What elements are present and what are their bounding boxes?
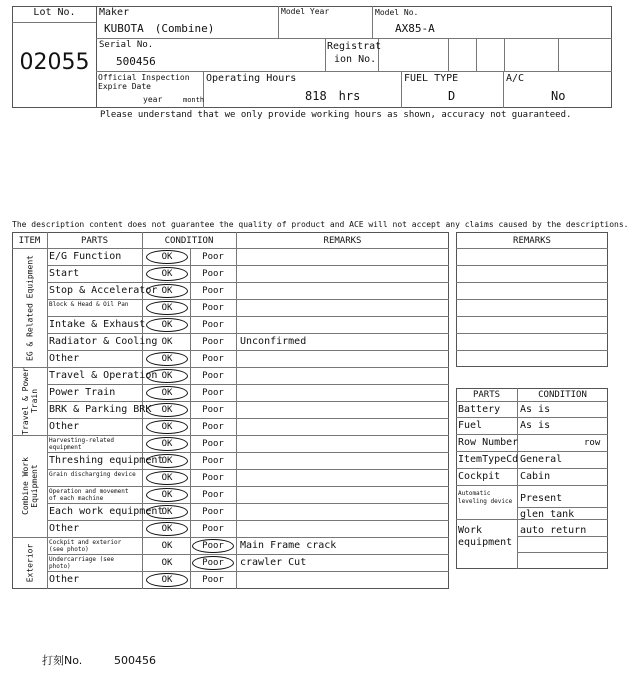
- work-equipment-label: Work equipment: [458, 525, 513, 548]
- hours-value: 818 hrs: [305, 89, 361, 103]
- col-remarks-header: REMARKS: [323, 236, 362, 246]
- poor-option[interactable]: Poor: [202, 286, 224, 296]
- poor-option[interactable]: Poor: [202, 558, 224, 568]
- registration-label-2: ion No.: [334, 54, 377, 65]
- itemtype-label: ItemTypeCd: [458, 454, 519, 465]
- row-divider: [47, 418, 449, 419]
- poor-option[interactable]: Poor: [202, 252, 224, 262]
- ok-option[interactable]: OK: [161, 320, 173, 330]
- poor-option[interactable]: Poor: [202, 422, 224, 432]
- ok-circle-mark: [146, 454, 188, 468]
- ok-option[interactable]: OK: [161, 269, 173, 279]
- ok-option[interactable]: OK: [161, 456, 173, 466]
- registration-label-1: Registrat: [327, 41, 382, 52]
- group-label: Combine Work Equipment: [20, 457, 39, 515]
- part-label: Harvesting-related equipment: [49, 437, 115, 451]
- remark-text: Main Frame crack: [240, 540, 337, 551]
- ok-circle-mark: [146, 488, 188, 502]
- group-label: Travel & Power Train: [20, 367, 39, 435]
- divider: [504, 38, 505, 71]
- fuel-value-right: As is: [520, 420, 551, 431]
- hours-label: Operating Hours: [206, 73, 297, 84]
- cockpit-label: Cockpit: [458, 471, 501, 482]
- ok-circle-mark: [146, 267, 188, 281]
- row-divider: [47, 503, 449, 504]
- poor-option[interactable]: Poor: [202, 303, 224, 313]
- part-label: Other: [49, 574, 80, 585]
- poor-option[interactable]: Poor: [202, 490, 224, 500]
- ok-circle-mark: [146, 369, 188, 383]
- remark-text: crawler Cut: [240, 557, 307, 568]
- auto-level-label: Automatic leveling device: [458, 490, 513, 505]
- model-no-label: Model No.: [375, 8, 419, 17]
- row-divider: [47, 401, 449, 402]
- divider: [456, 417, 608, 418]
- part-label: Other: [49, 523, 80, 534]
- divider: [278, 6, 279, 38]
- stamp-value: 500456: [114, 654, 156, 667]
- ok-circle-mark: [146, 505, 188, 519]
- col-divider: [47, 232, 48, 589]
- maker-label: Maker: [99, 7, 130, 18]
- work-value-1: glen tank: [520, 509, 575, 520]
- row-number-unit: row: [584, 438, 601, 448]
- row-number-label: Row Number: [458, 437, 519, 448]
- fuel-label-right: Fuel: [458, 420, 483, 431]
- serial-value: 500456: [116, 55, 156, 68]
- divider: [456, 282, 608, 283]
- inspection-label-2: Expire Date: [98, 82, 151, 91]
- part-label: Threshing equipment: [49, 455, 164, 466]
- poor-option[interactable]: Poor: [202, 269, 224, 279]
- col-parts-header: PARTS: [80, 236, 109, 246]
- divider: [401, 71, 402, 108]
- col-divider: [236, 232, 237, 589]
- fuel-value: D: [448, 89, 456, 103]
- ok-circle-mark: [146, 420, 188, 434]
- ok-circle-mark: [146, 386, 188, 400]
- row-divider: [12, 537, 449, 538]
- work-value-2: auto return: [520, 525, 587, 536]
- month-label: month: [183, 96, 205, 104]
- ok-circle-mark: [146, 573, 188, 587]
- row-divider: [47, 520, 449, 521]
- divider: [96, 71, 612, 72]
- ok-circle-mark: [146, 250, 188, 264]
- row-divider: [47, 333, 449, 334]
- ok-option[interactable]: OK: [161, 558, 173, 568]
- itemtype-value: General: [520, 454, 563, 465]
- row-divider: [47, 265, 449, 266]
- fuel-label: FUEL TYPE: [404, 73, 459, 84]
- divider: [12, 22, 97, 23]
- parts-col-header: PARTS: [472, 390, 501, 400]
- poor-option[interactable]: Poor: [202, 439, 224, 449]
- ok-option[interactable]: OK: [161, 575, 173, 585]
- header-divider: [12, 248, 449, 249]
- divider: [517, 388, 518, 569]
- poor-option[interactable]: Poor: [202, 524, 224, 534]
- ok-option[interactable]: OK: [161, 388, 173, 398]
- poor-circle-mark: [192, 556, 234, 570]
- divider: [456, 248, 608, 249]
- ac-label: A/C: [506, 73, 525, 84]
- part-label: Each work equipment: [49, 506, 164, 517]
- row-divider: [12, 367, 449, 368]
- part-label: Cockpit and exterior (see photo): [49, 539, 122, 553]
- remark-text: Unconfirmed: [240, 336, 307, 347]
- ok-option[interactable]: OK: [161, 354, 173, 364]
- part-label: Travel & Operation: [49, 370, 158, 381]
- part-label: Other: [49, 353, 80, 364]
- poor-circle-mark: [192, 539, 234, 553]
- poor-option[interactable]: Poor: [202, 337, 224, 347]
- part-label: E/G Function: [49, 251, 122, 262]
- col-item-header: ITEM: [18, 236, 41, 246]
- poor-option[interactable]: Poor: [202, 473, 224, 483]
- ok-option[interactable]: OK: [161, 286, 173, 296]
- ok-circle-mark: [146, 318, 188, 332]
- part-label: Grain discharging device: [49, 471, 136, 478]
- ok-option[interactable]: OK: [161, 473, 173, 483]
- ok-circle-mark: [146, 471, 188, 485]
- divider: [456, 333, 608, 334]
- disclaimer: The description content does not guarantee the quality of product and ACE will not accept any claims caused by the descriptions.: [12, 220, 629, 229]
- poor-option[interactable]: Poor: [202, 456, 224, 466]
- model-no-value: AX85-A: [395, 22, 435, 35]
- ok-option[interactable]: OK: [161, 252, 173, 262]
- divider: [456, 485, 608, 486]
- year-label: year: [143, 95, 163, 104]
- part-label: Intake & Exhaust: [49, 319, 146, 330]
- auto-level-value: Present: [520, 493, 563, 504]
- ok-circle-mark: [146, 437, 188, 451]
- row-divider: [47, 452, 449, 453]
- ok-circle-mark: [146, 352, 188, 366]
- ok-circle-mark: [146, 301, 188, 315]
- divider: [456, 265, 608, 266]
- divider: [503, 71, 504, 108]
- divider: [456, 434, 608, 435]
- part-label: BRK & Parking BRK: [49, 404, 152, 415]
- maker-value: KUBOTA (Combine): [104, 22, 215, 35]
- ok-option[interactable]: OK: [161, 422, 173, 432]
- divider: [372, 6, 373, 38]
- poor-option[interactable]: Poor: [202, 388, 224, 398]
- inspection-label-1: Official Inspection: [98, 73, 190, 82]
- ok-option[interactable]: OK: [161, 490, 173, 500]
- divider: [517, 552, 608, 553]
- remarks-header: REMARKS: [513, 236, 551, 246]
- row-divider: [47, 469, 449, 470]
- divider: [456, 299, 608, 300]
- divider: [456, 316, 608, 317]
- row-divider: [47, 384, 449, 385]
- part-label: Undercarriage (see photo): [49, 556, 115, 570]
- ok-option[interactable]: OK: [161, 303, 173, 313]
- divider: [517, 507, 608, 508]
- ok-option[interactable]: OK: [161, 541, 173, 551]
- group-label: EG & Related Equipment: [25, 254, 34, 361]
- row-divider: [47, 554, 449, 555]
- divider: [476, 38, 477, 71]
- row-divider: [47, 282, 449, 283]
- poor-option[interactable]: Poor: [202, 405, 224, 415]
- divider: [558, 38, 559, 71]
- lot-number: 02055: [19, 50, 90, 75]
- battery-value: As is: [520, 404, 551, 415]
- poor-option[interactable]: Poor: [202, 354, 224, 364]
- divider: [456, 468, 608, 469]
- ok-option[interactable]: OK: [161, 337, 173, 347]
- model-year-label: Model Year: [281, 7, 330, 16]
- battery-label: Battery: [458, 404, 501, 415]
- group-label: Exterior: [25, 543, 34, 582]
- ok-option[interactable]: OK: [161, 371, 173, 381]
- divider: [448, 38, 449, 71]
- ok-option[interactable]: OK: [161, 507, 173, 517]
- divider: [456, 451, 608, 452]
- row-divider: [47, 486, 449, 487]
- part-label: Stop & Accelerator: [49, 285, 158, 296]
- ok-option[interactable]: OK: [161, 405, 173, 415]
- ok-option[interactable]: OK: [161, 524, 173, 534]
- row-divider: [47, 299, 449, 300]
- poor-option[interactable]: Poor: [202, 507, 224, 517]
- ok-circle-mark: [146, 522, 188, 536]
- row-divider: [47, 316, 449, 317]
- poor-option[interactable]: Poor: [202, 575, 224, 585]
- ok-circle-mark: [146, 284, 188, 298]
- divider: [96, 38, 612, 39]
- stamp-label: 打刻No.: [42, 654, 83, 667]
- ok-option[interactable]: OK: [161, 439, 173, 449]
- row-divider: [47, 571, 449, 572]
- hours-note: Please understand that we only provide working hours as shown, accuracy not guaranteed.: [100, 110, 572, 120]
- poor-option[interactable]: Poor: [202, 371, 224, 381]
- poor-option[interactable]: Poor: [202, 320, 224, 330]
- part-label: Start: [49, 268, 80, 279]
- poor-option[interactable]: Poor: [202, 541, 224, 551]
- part-label: Block & Head & Oil Pan: [49, 301, 129, 308]
- part-label: Operation and movement of each machine: [49, 488, 129, 502]
- row-divider: [12, 435, 449, 436]
- divider: [517, 536, 608, 537]
- cockpit-value: Cabin: [520, 471, 551, 482]
- row-divider: [47, 350, 449, 351]
- condition-col-header: CONDITION: [538, 390, 587, 400]
- part-label: Power Train: [49, 387, 116, 398]
- divider: [325, 38, 326, 71]
- part-label: Radiator & Cooling: [49, 336, 158, 347]
- ac-value: No: [551, 89, 566, 103]
- divider: [456, 350, 608, 351]
- part-label: Other: [49, 421, 80, 432]
- col-condition-header: CONDITION: [164, 236, 214, 246]
- ok-circle-mark: [146, 403, 188, 417]
- divider: [456, 401, 608, 402]
- lot-label: Lot No.: [33, 7, 76, 18]
- serial-label: Serial No.: [99, 40, 154, 50]
